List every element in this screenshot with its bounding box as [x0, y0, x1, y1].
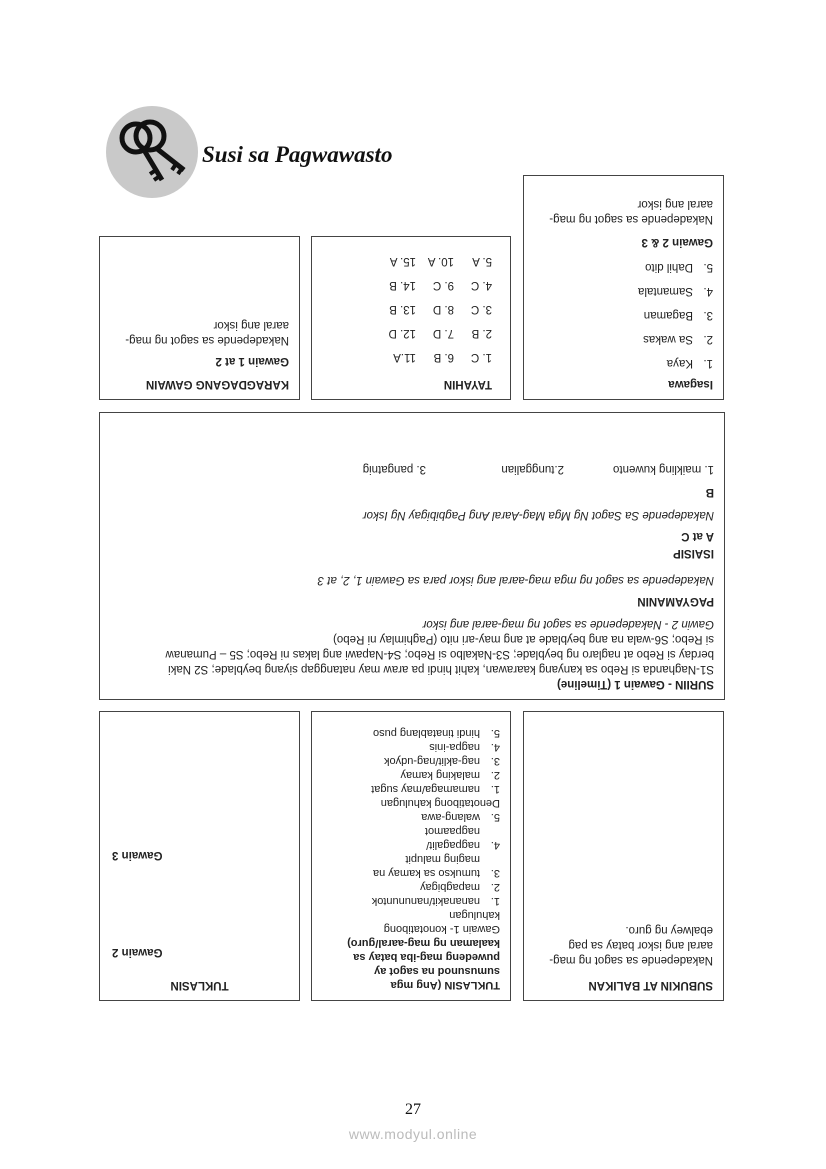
karagdagang-subtitle: Gawain 1 at 2 [215, 355, 289, 367]
table-row: 1. C 6. B 11.A [393, 351, 492, 363]
tuklasin-detail-title: TUKLASIN (Ang mga [390, 979, 500, 991]
isaisip-b-list [110, 461, 714, 476]
suriin-text: berday si Rebo at naglaro ng beyblade; S3-Nakalbo si Rebo; S4-Napawi ang lakas ni Rebo; S5 – Pumanaw [165, 648, 714, 660]
list-item: 2. malaking kamay [400, 769, 500, 781]
pagyamanin-text: Nakadepende sa sagot ng mga mag-aaral ang iskor para sa Gawain 1, 2, at 3 [317, 574, 714, 586]
watermark: www.modyul.online [348, 1126, 478, 1142]
isaisip-ac-label: A at C [681, 530, 714, 542]
isagawa-title: Isagawa [668, 378, 713, 390]
table-row: 5. A 10. A 15. A [389, 255, 492, 267]
suriin-text: si Rebo; S6-wala na ang beyblade at ang may-ari nito (Paghimlay ni Rebo) [333, 633, 714, 645]
subukin-title: SUBUKIN AT BALIKAN [588, 979, 713, 991]
gawin2-text: Gawin 2 - Nakadepende sa sagot ng mag-aaral ang iskor [422, 618, 714, 630]
list-item: nagpaamot [424, 825, 480, 837]
isaisip-b-label: B [705, 486, 714, 498]
tuklasin-detail-title: sumusunod na sagot ay [374, 965, 500, 977]
list-item: 1. maikling kuwento [613, 463, 714, 475]
keys-icon [106, 106, 198, 198]
subukin-box [523, 711, 724, 1001]
list-item: 4. Samantala [638, 285, 713, 297]
isaisip-title: ISAISIP [673, 547, 714, 559]
tuklasin-title: TUKLASIN [170, 979, 229, 991]
karagdagang-title: KARAGDAGANG GAWAIN [145, 378, 289, 390]
tuklasin-detail-box [311, 711, 511, 1001]
list-item: 2. mapagbigay [420, 881, 500, 893]
list-item: 5. walang-awa [421, 811, 500, 823]
subukin-text: Nakadepende sa sagot ng mag- [549, 954, 713, 966]
isagawa-subtitle: Gawain 2 & 3 [641, 236, 713, 248]
page-heading: Susi sa Pagwawasto [202, 142, 393, 167]
isagawa-note: Nakadepende sa sagot ng mag- [549, 213, 713, 225]
subukin-text: aaral ang iskor batay sa pag [568, 939, 713, 951]
konotatibo-title: Gawain 1- konotatibong [383, 923, 500, 935]
karagdagang-box [99, 236, 300, 400]
tuklasin-detail-title: puwedeng mag-iba batay sa [353, 951, 500, 963]
list-item: 2. Sa wakas [643, 333, 713, 345]
list-item: 3. pangatnig [362, 463, 426, 475]
isagawa-box [523, 175, 724, 400]
denotatibo-title: Denotatibong kahulugan [380, 797, 500, 809]
isagawa-note: aaral ang iskor [637, 198, 713, 210]
tayahin-box [311, 236, 511, 400]
list-item: 4. nagpagalit/ [426, 839, 500, 851]
suriin-text: S1-Naghanda si Rebo sa kanyang kaarawan, kahit hindi pa araw may natanggap siyang beyblade; S2 Naki [168, 663, 714, 675]
page-number: 27 [405, 1101, 421, 1118]
list-item: 1. Kaya [666, 357, 713, 369]
list-item: 5. Dahil dito [645, 261, 713, 273]
list-item: 3. nag-aklit/nag-udyok [383, 755, 500, 767]
list-item: maging malupit [405, 853, 480, 865]
list-item: 2.tunggalian [501, 463, 564, 475]
gawain3-label: Gawain 3 [112, 849, 163, 861]
list-item: 1. namamaga/may sugat [371, 783, 500, 795]
key-logo [106, 106, 198, 198]
suriin-title: SURIIN - Gawain 1 (Timeline) [557, 678, 714, 690]
tuklasin-detail-title: kaalaman ng mag-aaral/guro) [347, 937, 500, 949]
list-item: 5. hindi tinatablang puso [372, 727, 500, 739]
tuklasin-box [99, 711, 300, 1001]
konotatibo-title: kahulugan [449, 909, 500, 921]
gawain2-label: Gawain 2 [112, 946, 163, 958]
list-item: 3. Bagaman [643, 309, 713, 321]
list-item: 1. nananakit/nanununtok [371, 895, 500, 907]
list-item: 4. nagpa-inis [429, 741, 500, 753]
karagdagang-note: Nakadepende sa sagot ng mag- [125, 334, 289, 346]
table-row: 3. C 8. D 13. B [389, 303, 492, 315]
answers-main-box [99, 412, 725, 700]
tayahin-title: TAYAHIN [443, 378, 492, 390]
karagdagang-note: aaral ang iskor [213, 319, 289, 331]
pagyamanin-title: PAGYAMANIN [637, 595, 714, 607]
subukin-text: ebalwey ng guro. [625, 924, 713, 936]
list-item: 3. tumukso sa kamay na [373, 867, 500, 879]
table-row: 2. B 7. D 12. D [388, 327, 492, 339]
table-row: 4. C 9. C 14. B [389, 279, 492, 291]
isaisip-ac-text: Nakadepende Sa Sagot Ng Mga Mag-Aaral Ang Pagbibigay Ng Iskor [362, 509, 714, 521]
